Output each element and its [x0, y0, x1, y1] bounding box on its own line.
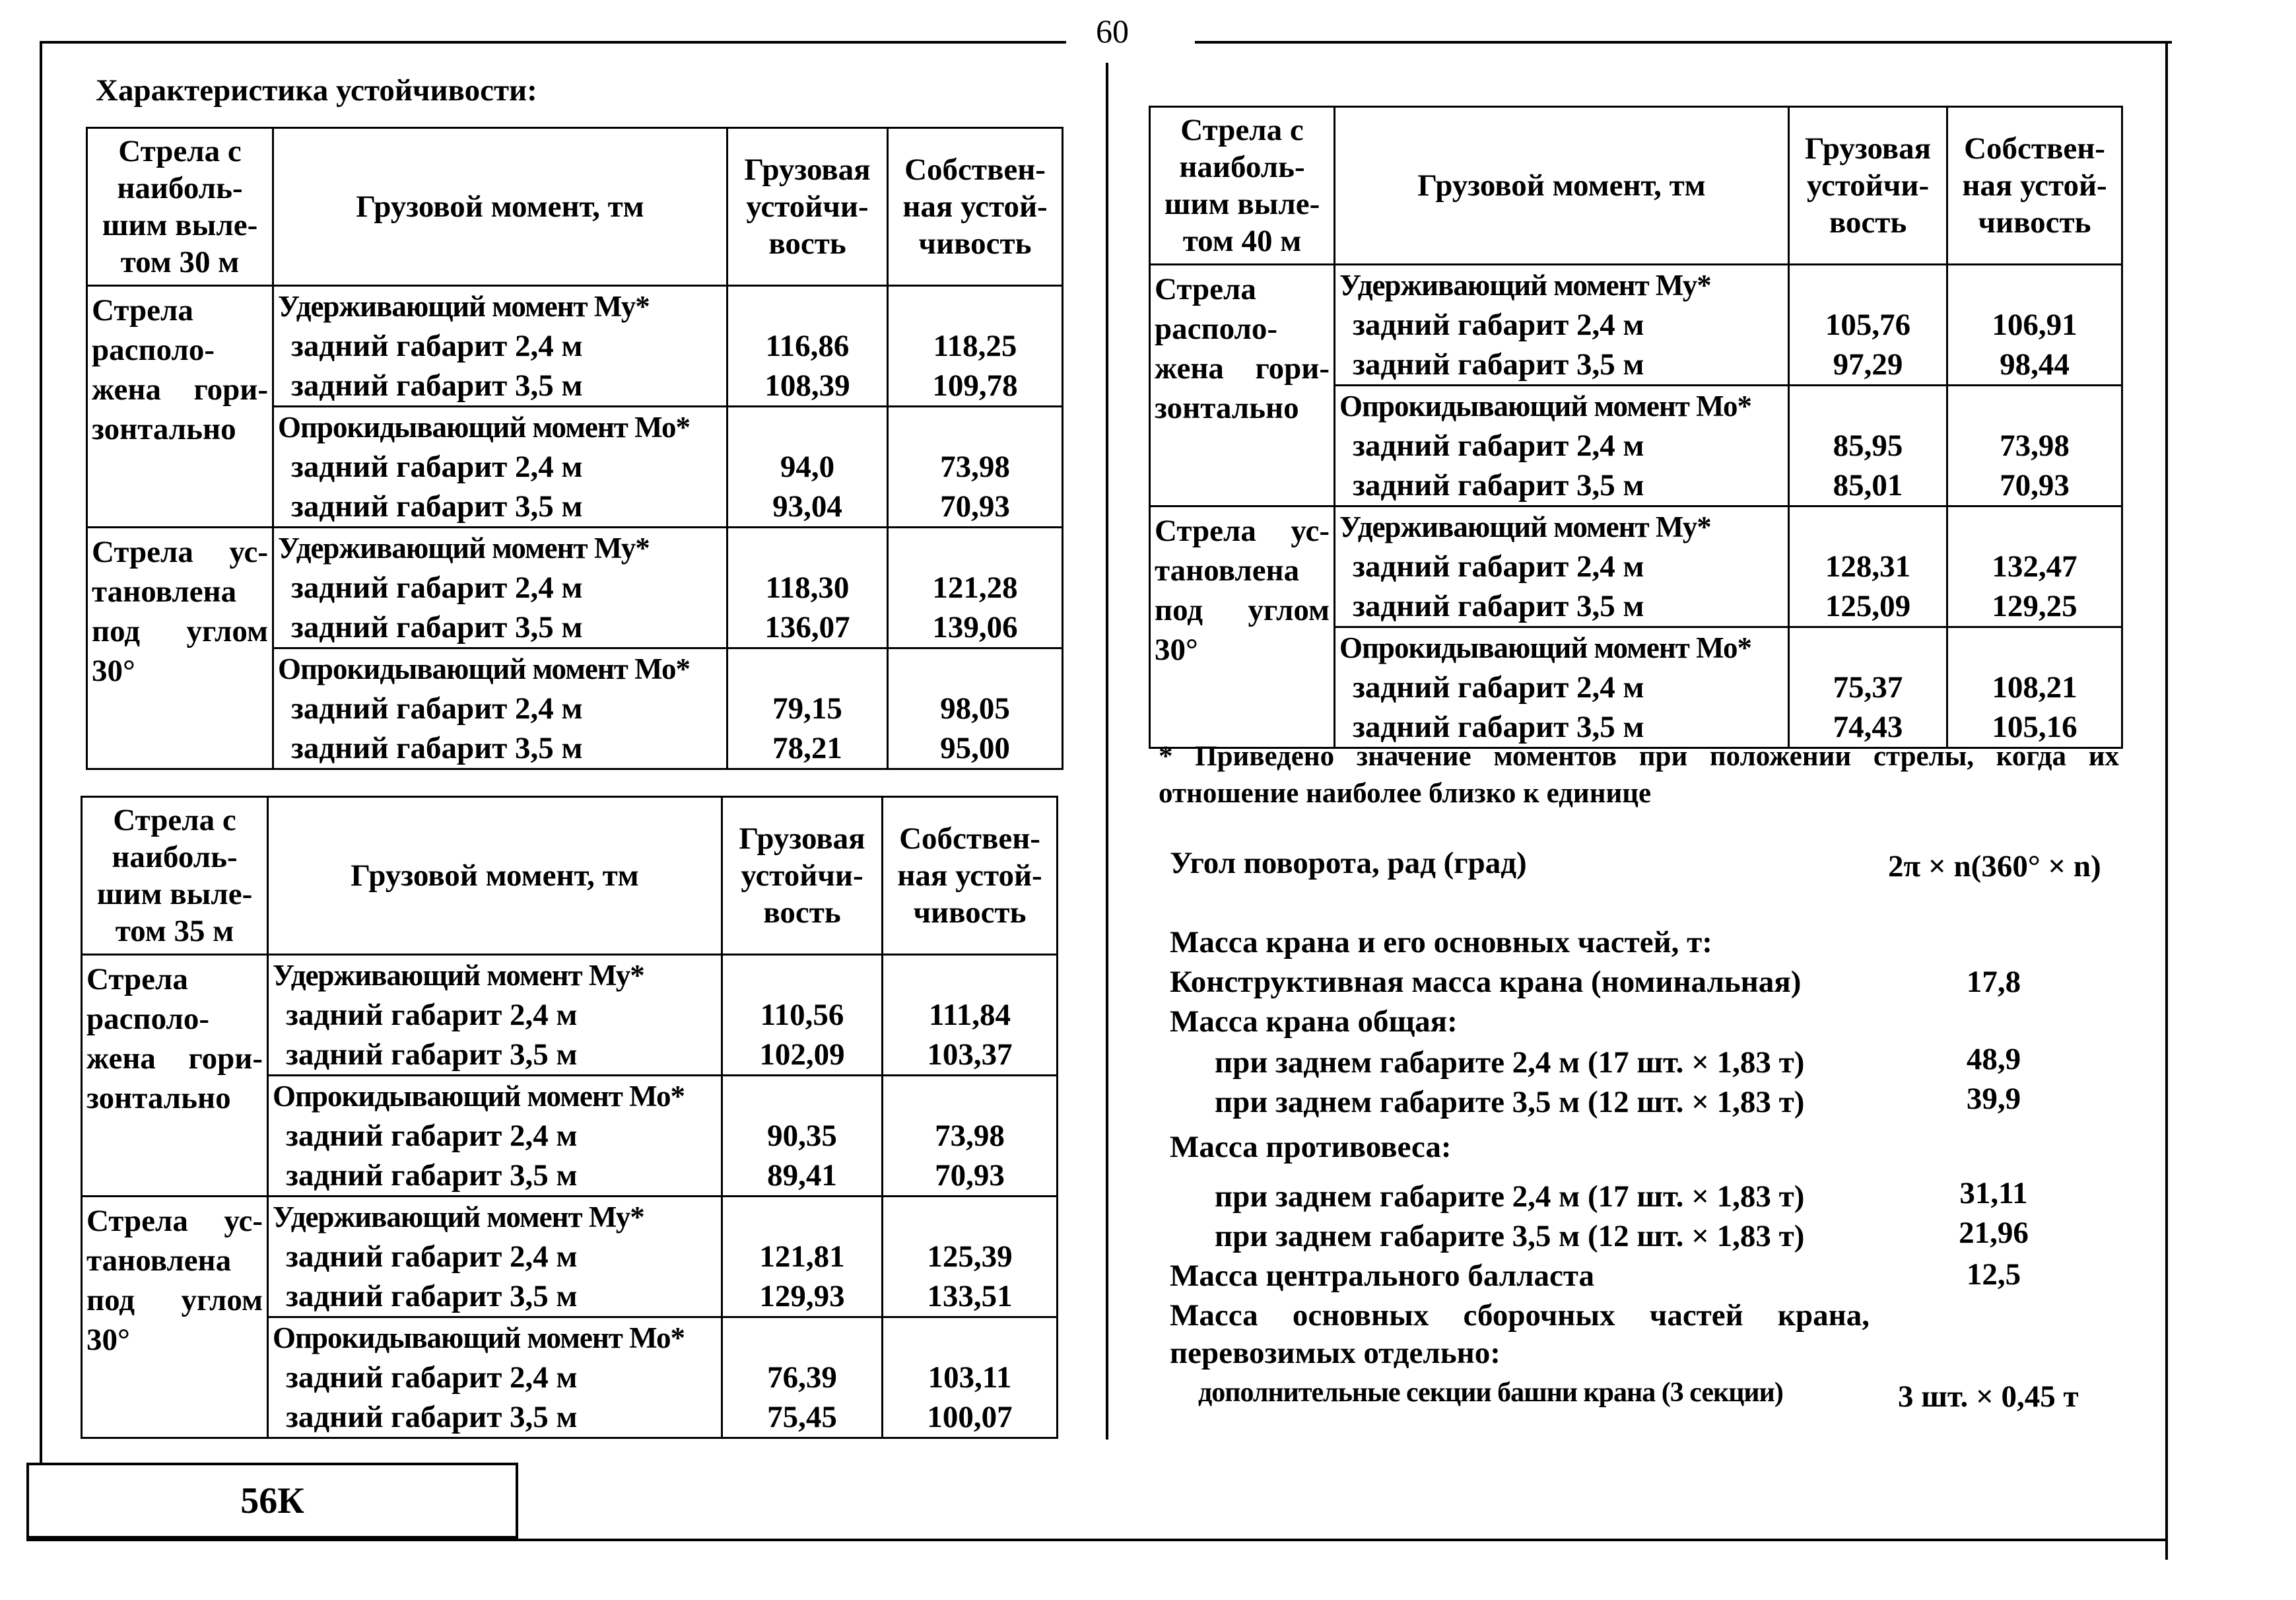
tower-sections-label: дополнительные секции башни крана (3 секции): [1198, 1377, 1783, 1408]
counterweight-24-label: при заднем габарите 2,4 м (17 шт. × 1,83 т): [1215, 1179, 1805, 1214]
value-cell: 76,39: [767, 1360, 837, 1395]
header-boom: Стрела с наиболь-шим выле-том 35 м: [82, 797, 268, 955]
value-cell: 106,91: [1992, 308, 2077, 342]
value-cell: 75,37: [1833, 670, 1903, 705]
own-values: [883, 1197, 1058, 1317]
load-values: [727, 528, 888, 648]
row-label: задний габарит 3,5 м: [286, 1400, 578, 1434]
header-load-stability: Грузовая устойчи-вость: [722, 797, 883, 955]
moment-cell: [273, 528, 727, 648]
value-cell: 116,86: [765, 329, 850, 363]
row-label: задний габарит 2,4 м: [1353, 670, 1644, 705]
value-cell: 79,15: [772, 691, 842, 726]
load-values: [722, 955, 883, 1076]
load-values: [722, 1317, 883, 1438]
value-cell: 129,25: [1992, 589, 2077, 623]
load-values: [727, 648, 888, 769]
value-cell: 132,47: [1992, 549, 2077, 584]
position-text: Стрела ус-тановлена под углом 30°: [92, 535, 268, 688]
value-cell: 73,98: [935, 1119, 1005, 1153]
value-cell: 70,93: [935, 1158, 1005, 1193]
row-label: задний габарит 3,5 м: [291, 610, 583, 644]
value-cell: 73,98: [940, 450, 1010, 484]
moment-title: Удерживающий момент Му*: [1339, 269, 1711, 302]
value-cell: 95,00: [940, 731, 1010, 765]
value-cell: 118,30: [765, 571, 850, 605]
header-moment: Грузовой момент, тм: [1335, 107, 1789, 265]
frame-top-left-line: [40, 41, 1066, 44]
stability-table-30m: [86, 127, 1064, 770]
header-own-stability: Собствен-ная устой-чивость: [883, 797, 1058, 955]
row-label: задний габарит 3,5 м: [1353, 347, 1644, 382]
own-values: [883, 955, 1058, 1076]
header-load-stability: Грузовая устойчи-вость: [1789, 107, 1947, 265]
value-cell: 93,04: [772, 489, 842, 524]
central-ballast-value: 12,5: [1966, 1257, 2021, 1292]
document-code-stamp: [26, 1463, 518, 1539]
total-mass-24-value: 48,9: [1966, 1042, 2021, 1076]
row-label: задний габарит 2,4 м: [286, 1239, 578, 1274]
row-label: задний габарит 2,4 м: [291, 450, 583, 484]
moment-title: Опрокидывающий момент Мо*: [273, 1321, 685, 1354]
position-horizontal: Стрела располо-жена гори-зонтально: [82, 955, 268, 1197]
parts-label-line2: перевозимых отдельно:: [1170, 1336, 1501, 1370]
total-mass-35-label: при заднем габарите 3,5 м (12 шт. × 1,83 т): [1215, 1085, 1805, 1119]
value-cell: 100,07: [927, 1400, 1013, 1434]
value-cell: 73,98: [2000, 429, 2070, 463]
row-label: задний габарит 3,5 м: [1353, 468, 1644, 503]
own-values: [888, 648, 1063, 769]
moment-title: Опрокидывающий момент Мо*: [278, 652, 690, 685]
row-label: задний габарит 3,5 м: [286, 1158, 578, 1193]
own-values: [883, 1076, 1058, 1197]
value-cell: 105,16: [1992, 710, 2077, 744]
load-values: [1789, 627, 1947, 748]
value-cell: 94,0: [780, 450, 835, 484]
constructive-mass-value: 17,8: [1966, 965, 2021, 999]
moment-cell: [1335, 627, 1789, 748]
counterweight-35-value: 21,96: [1959, 1216, 2029, 1250]
moment-cell: [273, 648, 727, 769]
header-boom: Стрела с наиболь-шим выле-том 40 м: [1150, 107, 1335, 265]
load-values: [727, 407, 888, 528]
column-divider: [1106, 63, 1108, 1440]
moment-cell: [1335, 265, 1789, 386]
load-values: [1789, 386, 1947, 506]
row-label: задний габарит 2,4 м: [291, 329, 583, 363]
value-cell: 98,05: [940, 691, 1010, 726]
position-angle: [1150, 506, 1335, 748]
value-cell: 85,95: [1833, 429, 1903, 463]
value-cell: 89,41: [767, 1158, 837, 1193]
frame-bottom-line: [26, 1539, 2167, 1541]
moment-cell: [268, 1317, 722, 1438]
position-text: Стрела ус-тановлена под углом 30°: [86, 1204, 263, 1357]
header-moment: Грузовой момент, тм: [273, 128, 727, 286]
central-ballast-label: Масса центрального балласта: [1170, 1259, 1595, 1293]
value-cell: 97,29: [1833, 347, 1903, 382]
position-text: Стрела ус-тановлена под углом 30°: [1155, 514, 1330, 667]
position-angle: [82, 1197, 268, 1438]
header-load-stability: Грузовая устойчи-вость: [727, 128, 888, 286]
value-cell: 103,11: [928, 1360, 1012, 1395]
value-cell: 129,93: [759, 1279, 845, 1313]
load-values: [1789, 506, 1947, 627]
moment-cell: [273, 407, 727, 528]
value-cell: 125,39: [927, 1239, 1013, 1274]
value-cell: 108,39: [764, 368, 850, 403]
value-cell: 121,28: [932, 571, 1018, 605]
position-horizontal: Стрела располо-жена гори-зонтально: [87, 286, 273, 528]
value-cell: 102,09: [759, 1037, 845, 1072]
moment-cell: [268, 955, 722, 1076]
moment-title: Опрокидывающий момент Мо*: [1339, 390, 1751, 423]
header-boom: Стрела с наиболь-шим выле-том 30 м: [87, 128, 273, 286]
total-mass-24-label: при заднем габарите 2,4 м (17 шт. × 1,83 т): [1215, 1045, 1805, 1080]
value-cell: 103,37: [927, 1037, 1013, 1072]
own-values: [1947, 265, 2122, 386]
counterweight-label: Масса противовеса:: [1170, 1130, 1452, 1164]
load-values: [1789, 265, 1947, 386]
moment-cell: [268, 1076, 722, 1197]
stability-table-35m: [81, 796, 1058, 1439]
parts-label-line1: Масса основных сборочных частей крана,: [1170, 1298, 1870, 1333]
counterweight-24-value: 31,11: [1959, 1176, 2028, 1210]
value-cell: 133,51: [927, 1279, 1013, 1313]
row-label: задний габарит 2,4 м: [1353, 549, 1644, 584]
position-angle: [87, 528, 273, 769]
value-cell: 139,06: [932, 610, 1018, 644]
moment-cell: [1335, 386, 1789, 506]
value-cell: 90,35: [767, 1119, 837, 1153]
value-cell: 110,56: [760, 998, 844, 1032]
total-mass-35-value: 39,9: [1966, 1082, 2021, 1116]
value-cell: 78,21: [772, 731, 842, 765]
moment-title: Опрокидывающий момент Мо*: [278, 411, 690, 444]
tower-sections-value: 3 шт. × 0,45 т: [1898, 1379, 2079, 1414]
row-label: задний габарит 2,4 м: [291, 691, 583, 726]
moment-title: Удерживающий момент Му*: [273, 1200, 644, 1234]
own-values: [888, 528, 1063, 648]
frame-right-line: [2165, 41, 2168, 1560]
own-values: [883, 1317, 1058, 1438]
row-label: задний габарит 3,5 м: [1353, 589, 1644, 623]
value-cell: 121,81: [759, 1239, 845, 1274]
rotation-value: 2π × n(360° × n): [1888, 849, 2101, 884]
load-values: [727, 286, 888, 407]
own-values: [1947, 506, 2122, 627]
value-cell: 111,84: [928, 998, 1011, 1032]
row-label: задний габарит 3,5 м: [291, 368, 583, 403]
row-label: задний габарит 2,4 м: [286, 998, 578, 1032]
own-values: [888, 407, 1063, 528]
own-values: [1947, 386, 2122, 506]
value-cell: 125,09: [1825, 589, 1911, 623]
mass-header: Масса крана и его основных частей, т:: [1170, 925, 1712, 959]
value-cell: 75,45: [767, 1400, 837, 1434]
frame-left-line: [40, 41, 42, 1464]
moment-title: Удерживающий момент Му*: [278, 532, 650, 565]
row-label: задний габарит 2,4 м: [286, 1119, 578, 1153]
own-values: [1947, 627, 2122, 748]
value-cell: 70,93: [940, 489, 1010, 524]
header-moment: Грузовой момент, тм: [268, 797, 722, 955]
row-label: задний габарит 3,5 м: [286, 1279, 578, 1313]
row-label: задний габарит 3,5 м: [286, 1037, 578, 1072]
row-label: задний габарит 2,4 м: [1353, 429, 1644, 463]
value-cell: 74,43: [1833, 710, 1903, 744]
moment-title: Опрокидывающий момент Мо*: [1339, 631, 1751, 664]
own-values: [888, 286, 1063, 407]
load-values: [722, 1197, 883, 1317]
header-own-stability: Собствен-ная устой-чивость: [888, 128, 1063, 286]
moment-cell: [273, 286, 727, 407]
page-number: 60: [1096, 13, 1129, 50]
load-values: [722, 1076, 883, 1197]
stability-table-40m: [1149, 106, 2123, 749]
value-cell: 105,76: [1825, 308, 1911, 342]
moment-title: Удерживающий момент Му*: [278, 290, 650, 323]
row-label: задний габарит 3,5 м: [1353, 710, 1644, 744]
moment-cell: [268, 1197, 722, 1317]
moment-title: Удерживающий момент Му*: [1339, 510, 1711, 543]
moment-title: Опрокидывающий момент Мо*: [273, 1080, 685, 1113]
counterweight-35-label: при заднем габарите 3,5 м (12 шт. × 1,83 т): [1215, 1219, 1805, 1253]
value-cell: 98,44: [2000, 347, 2070, 382]
row-label: задний габарит 2,4 м: [1353, 308, 1644, 342]
value-cell: 136,07: [764, 610, 850, 644]
value-cell: 70,93: [2000, 468, 2070, 503]
row-label: задний габарит 2,4 м: [291, 571, 583, 605]
position-horizontal: Стрела располо-жена гори-зонтально: [1150, 265, 1335, 506]
footnote: * Приведено значение моментов при положении стрелы, когда их отношение наиболее близко к единице: [1159, 741, 2119, 809]
document-code: 56К: [240, 1480, 304, 1521]
total-mass-label: Масса крана общая:: [1170, 1004, 1458, 1039]
frame-top-right-line: [1195, 41, 2172, 44]
constructive-mass-label: Конструктивная масса крана (номинальная): [1170, 965, 1802, 999]
row-label: задний габарит 2,4 м: [286, 1360, 578, 1395]
value-cell: 109,78: [932, 368, 1018, 403]
rotation-label: Угол поворота, рад (град): [1170, 846, 1527, 880]
moment-title: Удерживающий момент Му*: [273, 959, 644, 992]
value-cell: 108,21: [1992, 670, 2077, 705]
header-own-stability: Собствен-ная устой-чивость: [1947, 107, 2122, 265]
value-cell: 128,31: [1825, 549, 1911, 584]
value-cell: 118,25: [933, 329, 1017, 363]
moment-cell: [1335, 506, 1789, 627]
row-label: задний габарит 3,5 м: [291, 489, 583, 524]
section-heading: Характеристика устойчивости:: [96, 73, 537, 108]
value-cell: 85,01: [1833, 468, 1903, 503]
row-label: задний габарит 3,5 м: [291, 731, 583, 765]
